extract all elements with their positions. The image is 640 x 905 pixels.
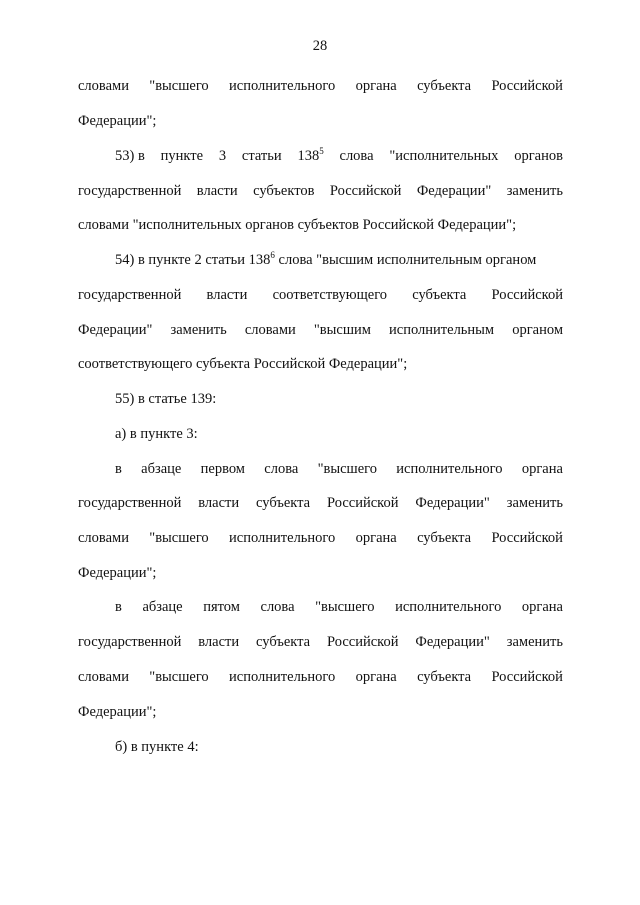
- word: Федерации": [416, 183, 492, 199]
- word: органом: [512, 322, 563, 338]
- word: власти: [198, 634, 240, 650]
- word: государственной: [78, 495, 182, 511]
- text-line: б) в пункте 4:: [115, 739, 199, 755]
- word: органа: [355, 530, 397, 546]
- word: субъекта: [417, 530, 472, 546]
- word: "высшим: [313, 322, 371, 338]
- text-line: [78, 320, 563, 340]
- word: слова: [339, 148, 374, 164]
- text-line: [115, 250, 563, 270]
- word: первом: [200, 461, 245, 477]
- text-line: Федерации";: [78, 704, 157, 720]
- word: исполнительного: [395, 599, 502, 615]
- text-line: [78, 76, 563, 96]
- word: "высшего: [149, 669, 209, 685]
- word: слова: [264, 461, 299, 477]
- word: исполнительным: [389, 322, 495, 338]
- word: государственной: [78, 183, 182, 199]
- word: 3: [218, 148, 227, 164]
- word: в: [115, 461, 122, 477]
- word: "высшего: [149, 78, 209, 94]
- word: власти: [198, 495, 240, 511]
- word: пятом: [203, 599, 240, 615]
- text-segment: слова "высшим исполнительным органом: [274, 252, 537, 268]
- word: 53) в: [115, 148, 145, 164]
- text-line: [115, 146, 563, 166]
- word: государственной: [78, 634, 182, 650]
- word: субъекта: [256, 634, 311, 650]
- word: Российской: [491, 78, 563, 94]
- text-line: Федерации";: [78, 565, 157, 581]
- word: "исполнительных: [389, 148, 499, 164]
- word: заменить: [506, 183, 563, 199]
- text-line: [115, 459, 563, 479]
- word: субъектов: [253, 183, 315, 199]
- word: Российской: [491, 669, 563, 685]
- word: словами: [78, 78, 129, 94]
- word: статьи: [241, 148, 282, 164]
- word: "высшего: [315, 599, 375, 615]
- text-line: Федерации";: [78, 113, 157, 129]
- page-number: 28: [312, 38, 328, 54]
- word: 138: [297, 148, 320, 164]
- word: "высшего: [317, 461, 377, 477]
- word: Федерации": [78, 322, 153, 338]
- word: слова: [260, 599, 295, 615]
- word: в: [115, 599, 122, 615]
- word: абзаце: [141, 461, 182, 477]
- word: органа: [521, 599, 563, 615]
- word: органов: [514, 148, 563, 164]
- word: власти: [206, 287, 248, 303]
- text-segment: 54) в пункте 2 статьи 138: [115, 252, 271, 268]
- superscript: 6: [270, 250, 275, 260]
- text-line: [78, 528, 563, 548]
- word: заменить: [506, 634, 563, 650]
- word: субъекта: [412, 287, 467, 303]
- word: пункте: [160, 148, 204, 164]
- text-line: [78, 493, 563, 513]
- word: Российской: [327, 634, 399, 650]
- word: словами: [244, 322, 296, 338]
- word: органа: [355, 78, 397, 94]
- word-with-superscript: [297, 146, 323, 166]
- word: исполнительного: [229, 669, 336, 685]
- text-line: [78, 181, 563, 201]
- text-line: [78, 285, 563, 305]
- word: соответствующего: [272, 287, 388, 303]
- word: абзаце: [142, 599, 183, 615]
- word: исполнительного: [229, 78, 336, 94]
- word: субъекта: [256, 495, 311, 511]
- word: Российской: [491, 530, 563, 546]
- word: Российской: [327, 495, 399, 511]
- word: Федерации": [415, 495, 490, 511]
- word: государственной: [78, 287, 182, 303]
- text-line: [78, 632, 563, 652]
- word: исполнительного: [229, 530, 336, 546]
- text-line: соответствующего субъекта Российской Федерации";: [78, 356, 408, 372]
- word: заменить: [170, 322, 227, 338]
- text-line: [115, 597, 563, 617]
- word: органа: [521, 461, 563, 477]
- word: Федерации": [415, 634, 490, 650]
- word: субъекта: [417, 669, 472, 685]
- word: Российской: [329, 183, 402, 199]
- word: "высшего: [149, 530, 209, 546]
- word: словами: [78, 530, 129, 546]
- word: исполнительного: [396, 461, 503, 477]
- word: власти: [196, 183, 238, 199]
- word: субъекта: [417, 78, 472, 94]
- text-line: словами "исполнительных органов субъектов Российской Федерации";: [78, 217, 517, 233]
- word: заменить: [506, 495, 563, 511]
- text-line: [78, 667, 563, 687]
- superscript: 5: [319, 146, 324, 156]
- word: словами: [78, 669, 129, 685]
- text-line: а) в пункте 3:: [115, 426, 198, 442]
- word: Российской: [491, 287, 563, 303]
- text-line: 55) в статье 139:: [115, 391, 217, 407]
- word: органа: [355, 669, 397, 685]
